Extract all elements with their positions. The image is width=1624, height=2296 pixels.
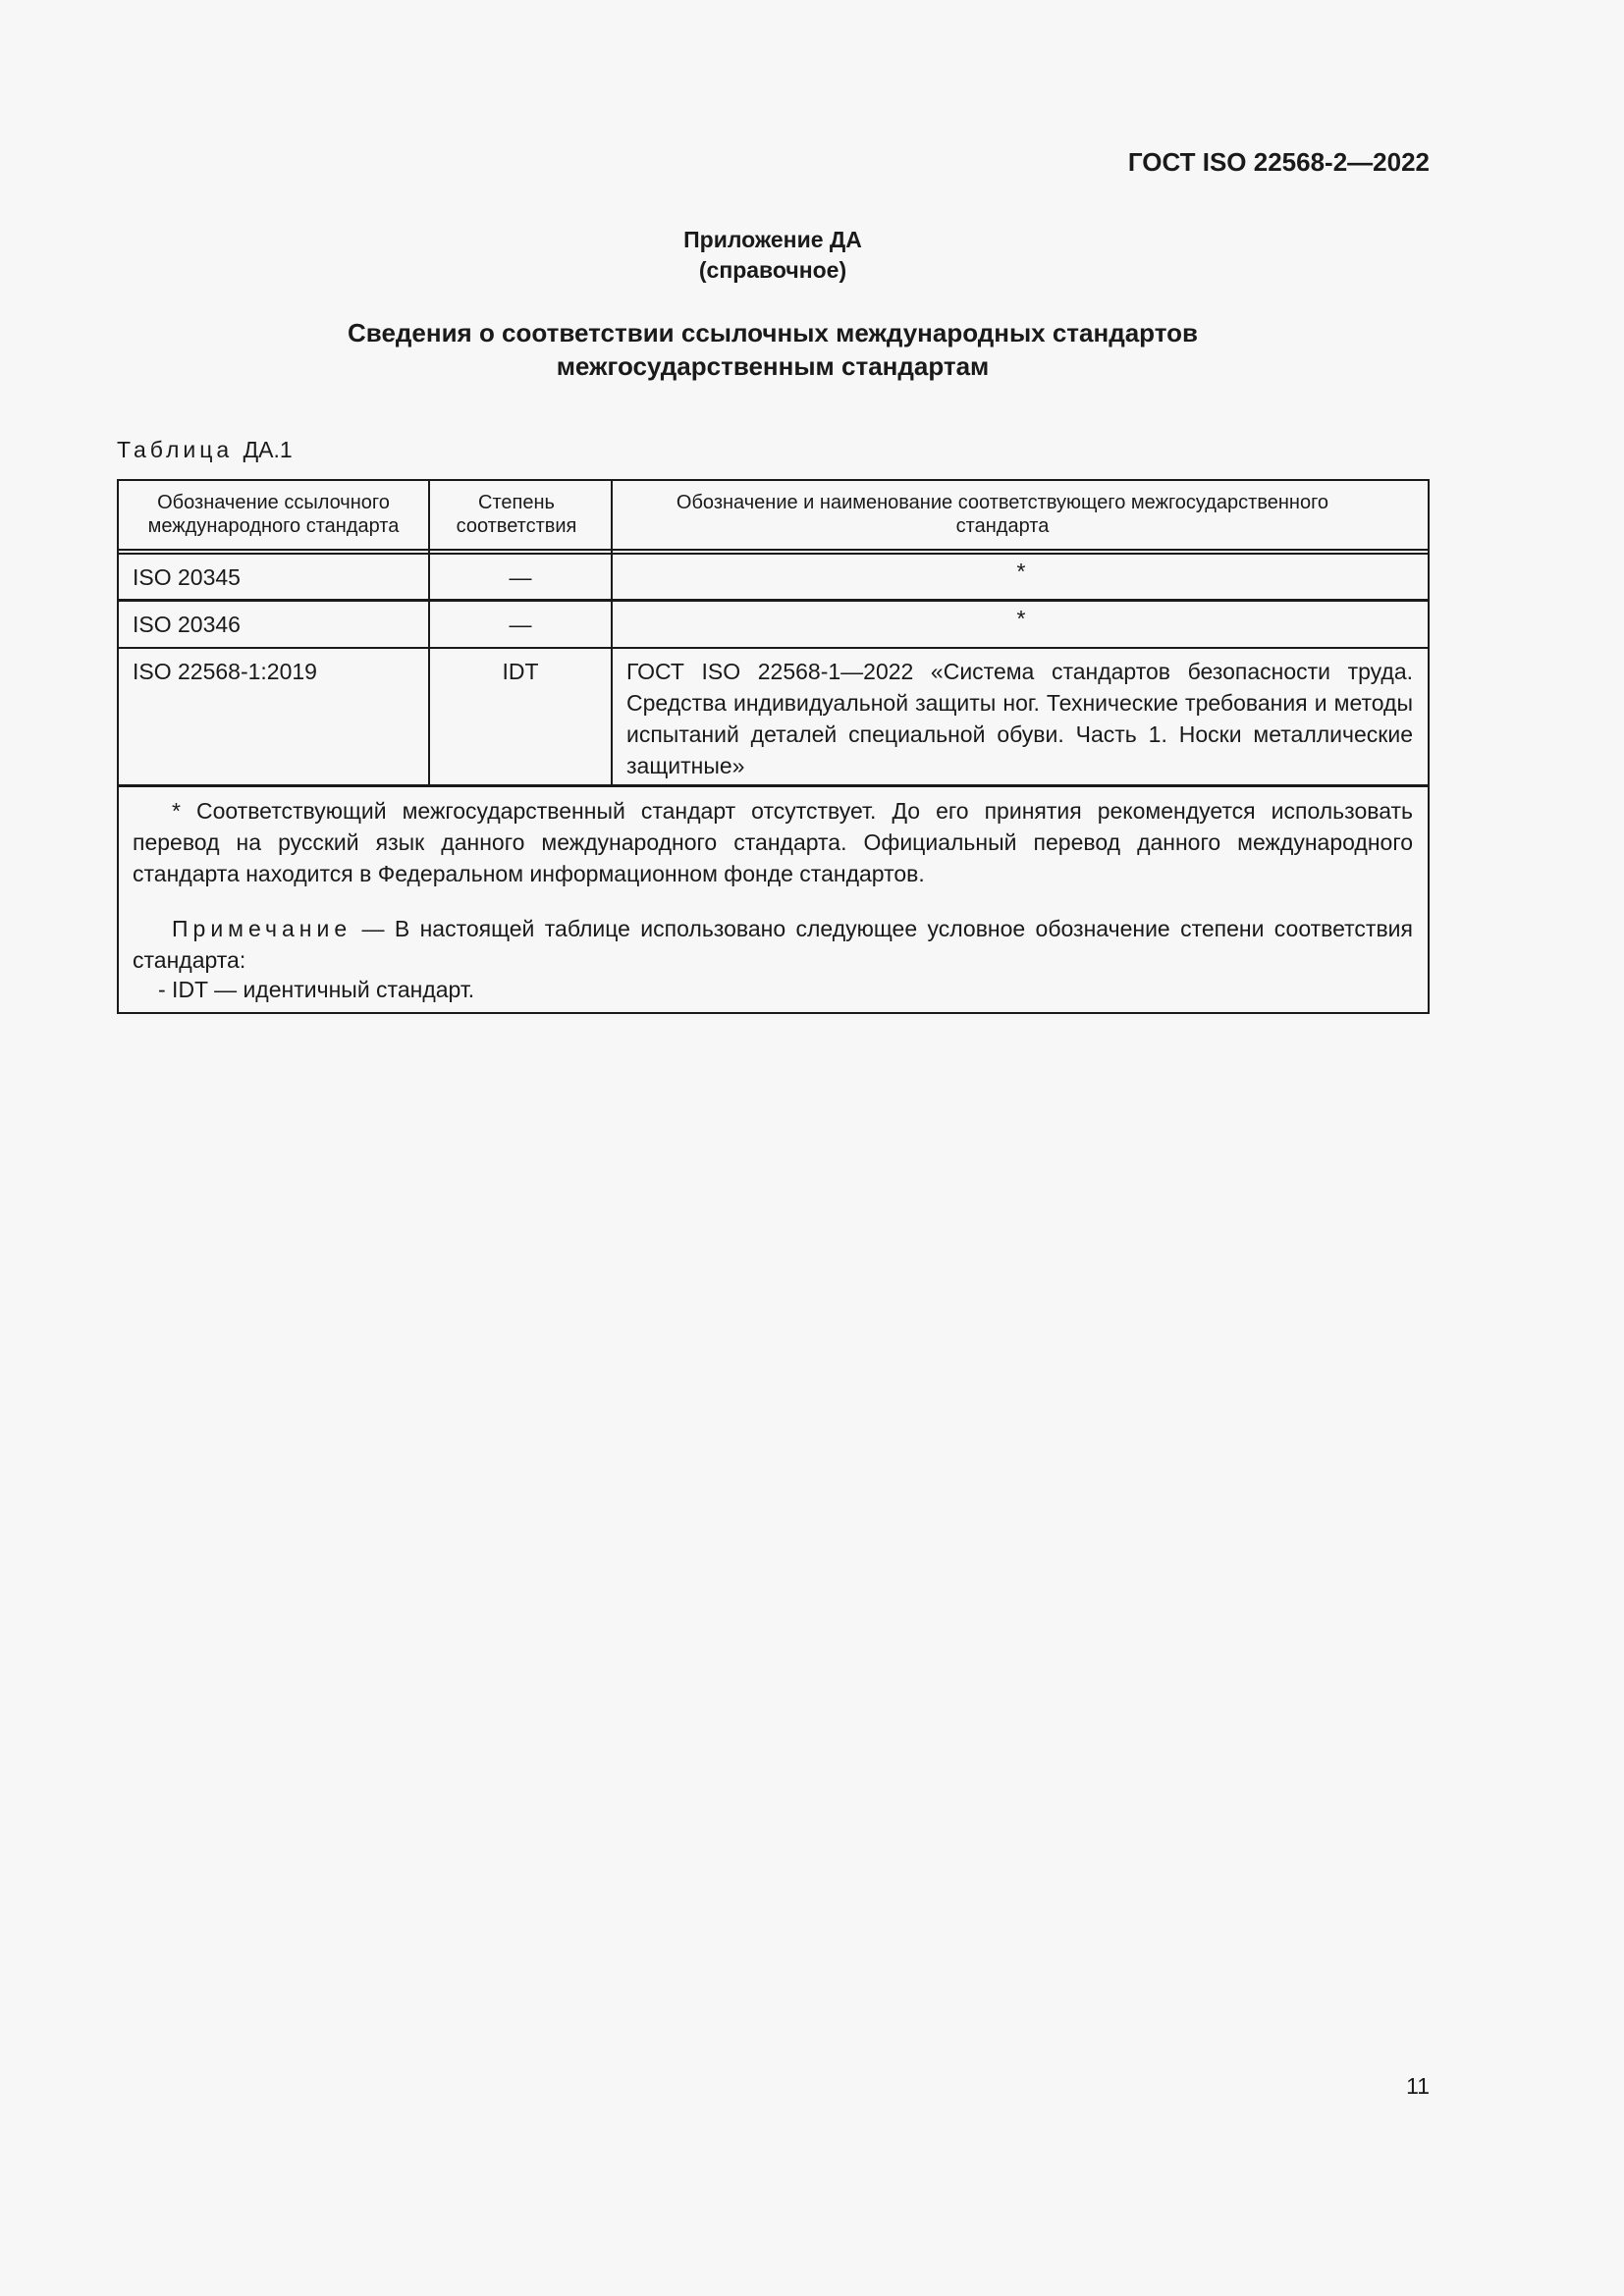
table-caption-number: ДА.1 (243, 437, 293, 462)
header-divider (119, 553, 1428, 555)
section-title-line1: Сведения о соответствии ссылочных международных стандартов (348, 318, 1198, 347)
annex-type: (справочное) (698, 257, 847, 283)
row-divider (119, 784, 1428, 787)
row-national: * (1016, 559, 1026, 584)
section-title-line2: межгосударственным стандартам (556, 351, 990, 381)
note-text: — В настоящей таблице использовано следующее условное обозначение степени соответствия стандарта: (133, 916, 1413, 973)
header-ref-standard: Обозначение ссылочного международного стандарта (147, 492, 400, 537)
row-national: ГОСТ ISO 22568-1—2022 «Система стандартов безопасности труда. Средства индивидуальной защиты ног. Технические требования и методы испытаний деталей специальной обуви. Часть 1. Носки металлические защитные» (626, 659, 1413, 778)
row-divider (119, 647, 1428, 649)
table-caption-word: Таблица (117, 437, 234, 462)
header-national-standard: Обозначение и наименование соответствующего межгосударственного стандарта (676, 492, 1329, 537)
document-code: ГОСТ ISO 22568-2—2022 (1127, 147, 1430, 177)
footnote: * Соответствующий межгосударственный стандарт отсутствует. До его принятия рекомендуется использовать перевод на русский язык данного международного стандарта. Официальный перевод данного международного стандарта находится в Федеральном информационном фонде стандартов. (133, 798, 1413, 886)
row-degree: IDT (502, 659, 539, 684)
conformity-table (117, 479, 1430, 1014)
header-divider (119, 549, 1428, 551)
note-item: - IDT — идентичный стандарт. (158, 977, 475, 1002)
row-ref: ISO 20346 (133, 612, 241, 637)
note-label: Примечание (172, 916, 352, 941)
row-ref: ISO 22568-1:2019 (133, 659, 317, 684)
page-number: 11 (1406, 2073, 1430, 2099)
row-ref: ISO 20345 (133, 564, 241, 590)
row-degree: — (509, 612, 532, 637)
note (133, 913, 1413, 976)
header-degree: Степень соответствия (456, 492, 577, 537)
row-degree: — (509, 564, 532, 590)
row-divider (119, 599, 1428, 602)
table-caption (117, 437, 293, 463)
annex-title: Приложение ДА (683, 227, 862, 252)
row-national: * (1016, 606, 1026, 631)
